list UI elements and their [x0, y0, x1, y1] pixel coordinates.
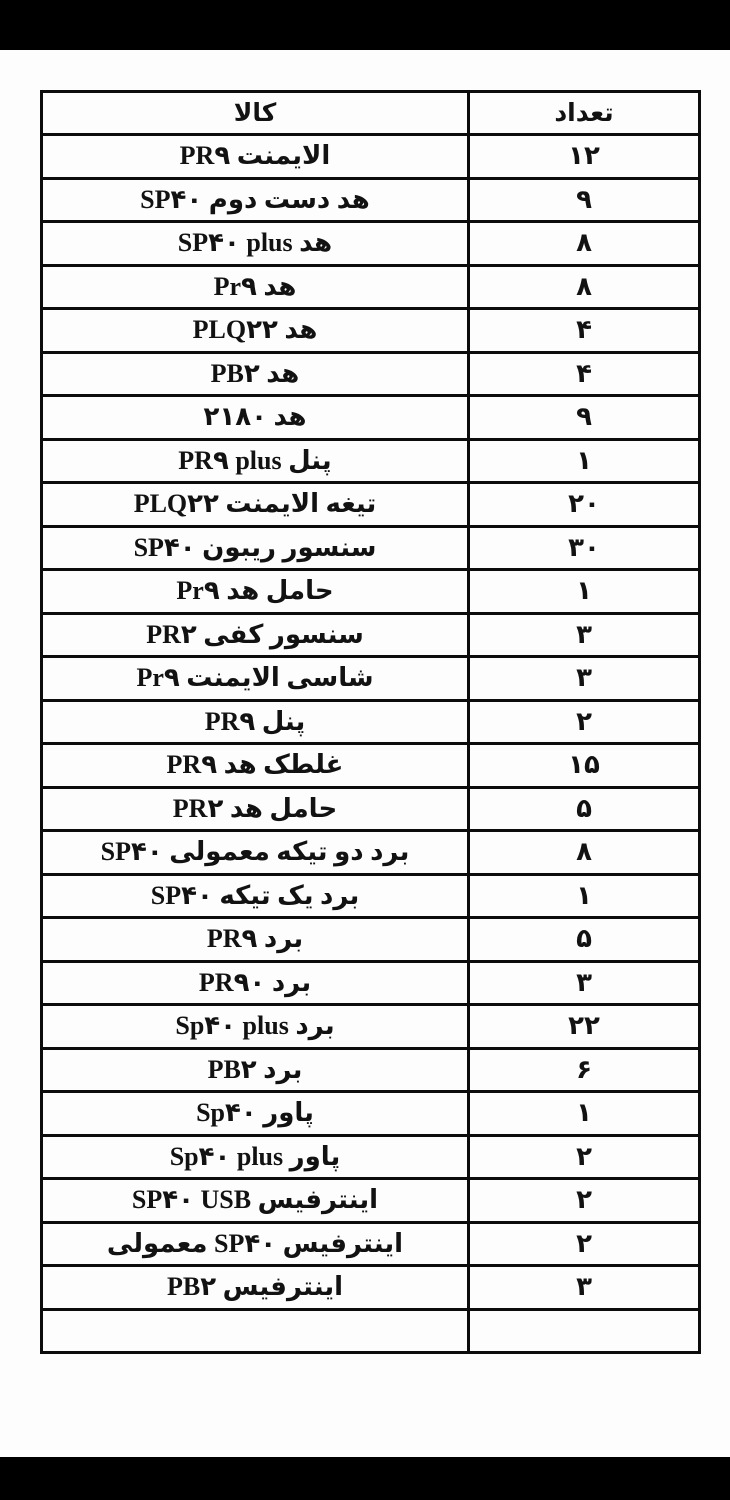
table-row	[42, 918, 700, 962]
item-cell	[42, 1309, 469, 1353]
qty-cell: ۸	[469, 831, 700, 875]
qty-cell: ۴	[469, 309, 700, 353]
table-row	[42, 1309, 700, 1353]
bottom-letterbox-bar	[0, 1457, 730, 1500]
qty-cell: ۱۲	[469, 135, 700, 179]
qty-cell: ۲	[469, 1135, 700, 1179]
table-row	[42, 657, 700, 701]
qty-cell: ۲۰	[469, 483, 700, 527]
table-row	[42, 135, 700, 179]
qty-cell: ۱	[469, 570, 700, 614]
qty-cell: ۳۰	[469, 526, 700, 570]
header-row	[42, 92, 700, 135]
item-cell: شاسی الایمنت Pr۹	[42, 657, 469, 701]
table-row	[42, 831, 700, 875]
table-row	[42, 1135, 700, 1179]
item-cell: برد PR۹۰	[42, 961, 469, 1005]
item-cell: هد ۲۱۸۰	[42, 396, 469, 440]
item-cell: حامل هد Pr۹	[42, 570, 469, 614]
qty-cell: ۱۵	[469, 744, 700, 788]
qty-cell: ۲	[469, 1179, 700, 1223]
table-row	[42, 1266, 700, 1310]
table-row	[42, 396, 700, 440]
table-row	[42, 483, 700, 527]
table-row	[42, 700, 700, 744]
qty-cell: ۸	[469, 222, 700, 266]
table-row	[42, 1005, 700, 1049]
qty-cell: ۵	[469, 787, 700, 831]
qty-cell: ۳	[469, 961, 700, 1005]
item-cell: حامل هد PR۲	[42, 787, 469, 831]
qty-cell: ۸	[469, 265, 700, 309]
qty-cell: ۴	[469, 352, 700, 396]
table-row	[42, 1048, 700, 1092]
table-row	[42, 1092, 700, 1136]
item-cell: اینترفیس PB۲	[42, 1266, 469, 1310]
table-row	[42, 744, 700, 788]
table-row	[42, 1179, 700, 1223]
qty-cell: ۲۲	[469, 1005, 700, 1049]
item-cell: پنل PR۹ plus	[42, 439, 469, 483]
table-row	[42, 787, 700, 831]
qty-cell: ۹	[469, 396, 700, 440]
qty-cell: ۱	[469, 1092, 700, 1136]
item-cell: برد PR۹	[42, 918, 469, 962]
table-row	[42, 309, 700, 353]
item-cell: تیغه الایمنت PLQ۲۲	[42, 483, 469, 527]
item-cell: هد Pr۹	[42, 265, 469, 309]
table-row	[42, 265, 700, 309]
qty-cell: ۳	[469, 657, 700, 701]
item-column-header: کالا	[42, 92, 469, 135]
item-cell: هد PB۲	[42, 352, 469, 396]
item-cell: هد SP۴۰ plus	[42, 222, 469, 266]
qty-cell: ۱	[469, 439, 700, 483]
item-cell: برد PB۲	[42, 1048, 469, 1092]
item-cell: اینترفیس SP۴۰ معمولی	[42, 1222, 469, 1266]
qty-cell: ۱	[469, 874, 700, 918]
item-cell: پنل PR۹	[42, 700, 469, 744]
table-row	[42, 874, 700, 918]
table-row	[42, 1222, 700, 1266]
table-row	[42, 613, 700, 657]
item-cell: پاور Sp۴۰ plus	[42, 1135, 469, 1179]
item-cell: برد یک تیکه SP۴۰	[42, 874, 469, 918]
qty-cell: ۶	[469, 1048, 700, 1092]
item-cell: سنسور ریبون SP۴۰	[42, 526, 469, 570]
table-row	[42, 178, 700, 222]
item-cell: پاور Sp۴۰	[42, 1092, 469, 1136]
table-row	[42, 570, 700, 614]
qty-cell: ۲	[469, 1222, 700, 1266]
table-body	[42, 135, 700, 1353]
qty-cell: ۳	[469, 1266, 700, 1310]
table-row	[42, 526, 700, 570]
qty-column-header: تعداد	[469, 92, 700, 135]
qty-cell: ۹	[469, 178, 700, 222]
item-cell: هد دست دوم SP۴۰	[42, 178, 469, 222]
qty-cell: ۵	[469, 918, 700, 962]
item-cell: اینترفیس SP۴۰ USB	[42, 1179, 469, 1223]
table-row	[42, 961, 700, 1005]
qty-cell	[469, 1309, 700, 1353]
item-cell: برد Sp۴۰ plus	[42, 1005, 469, 1049]
qty-cell: ۲	[469, 700, 700, 744]
top-letterbox-bar	[0, 0, 730, 50]
item-cell: برد دو تیکه معمولی SP۴۰	[42, 831, 469, 875]
item-cell: سنسور کفی PR۲	[42, 613, 469, 657]
qty-cell: ۳	[469, 613, 700, 657]
table-row	[42, 352, 700, 396]
item-cell: الایمنت PR۹	[42, 135, 469, 179]
table-row	[42, 439, 700, 483]
table-row	[42, 222, 700, 266]
item-cell: هد PLQ۲۲	[42, 309, 469, 353]
inventory-table	[40, 90, 701, 1354]
item-cell: غلطک هد PR۹	[42, 744, 469, 788]
